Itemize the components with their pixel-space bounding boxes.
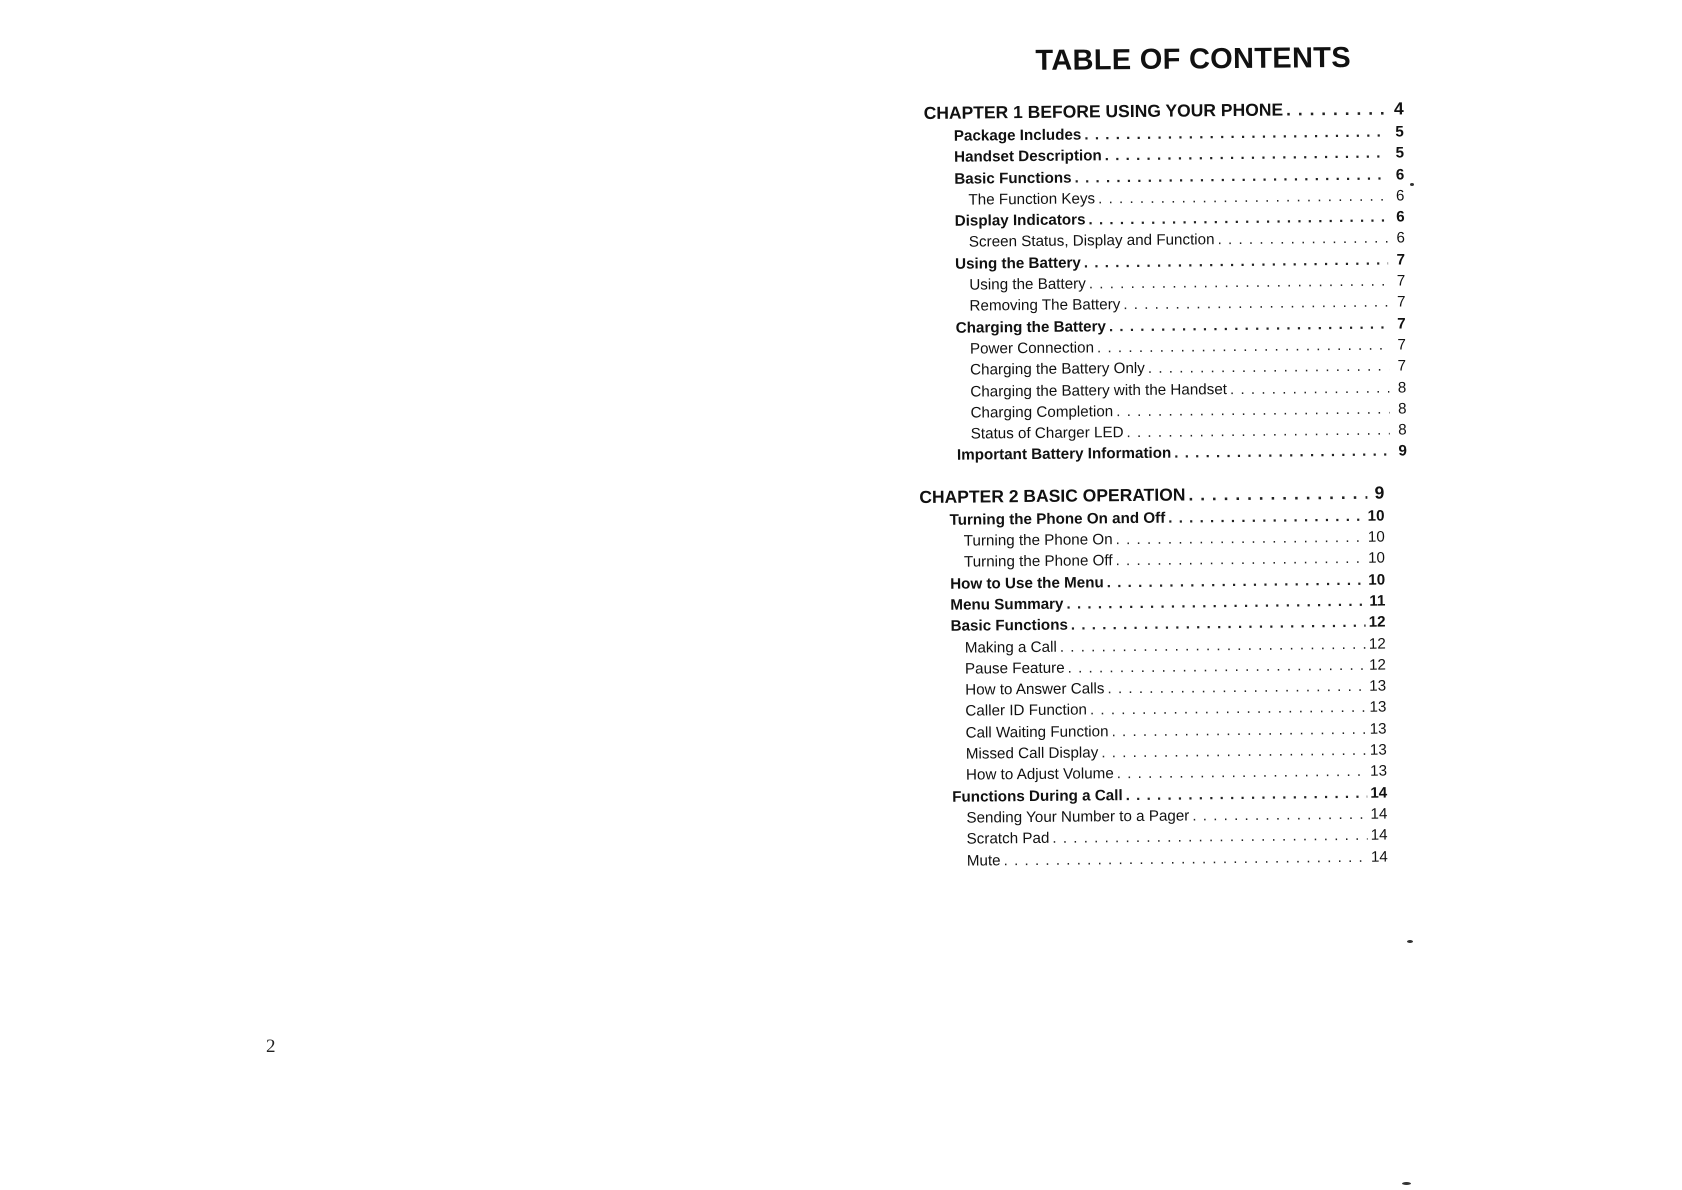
toc-entry-page: 8 — [1397, 400, 1407, 418]
toc-section-entry[interactable] — [927, 441, 1407, 467]
dot-leader — [1052, 825, 1368, 849]
toc-entry-label: Turning the Phone Off — [963, 552, 1113, 571]
toc-entry-page: 13 — [1369, 677, 1387, 695]
toc-entry-label: Charging the Battery Only — [970, 360, 1145, 379]
toc-entry-label: Basic Functions — [950, 616, 1068, 635]
dot-leader — [1148, 356, 1389, 380]
toc-entry-label: Display Indicators — [954, 211, 1086, 230]
toc-title: TABLE OF CONTENTS — [1035, 41, 1352, 77]
toc-entry-label: Important Battery Information — [956, 445, 1172, 465]
toc-entry-page: 13 — [1369, 762, 1388, 781]
toc-entry-page: 12 — [1368, 656, 1387, 674]
toc-entry-label: Charging Completion — [970, 403, 1114, 422]
toc-entry-page: 6 — [1396, 229, 1405, 247]
dot-leader — [1107, 569, 1366, 593]
dot-leader — [1116, 527, 1365, 551]
toc-entry-page: 4 — [1393, 98, 1404, 119]
toc-entry-page: 13 — [1369, 720, 1387, 738]
toc-entry-page: 14 — [1370, 826, 1388, 844]
dot-leader — [1084, 249, 1388, 273]
toc-entry-label: Package Includes — [953, 126, 1082, 145]
toc-entry-page: 14 — [1370, 848, 1388, 866]
toc-entry-label: The Function Keys — [968, 190, 1096, 209]
dot-leader — [1123, 292, 1388, 316]
scan-speck — [1410, 183, 1414, 186]
toc-entry-label: Handset Description — [953, 147, 1102, 167]
toc-entry-label: Using the Battery — [969, 275, 1086, 294]
toc-entry-label: Turning the Phone On and Off — [949, 509, 1166, 529]
chapter-1-section — [924, 96, 1407, 466]
dot-leader — [1286, 97, 1387, 123]
toc-entry-label: Missed Call Display — [965, 744, 1099, 763]
dot-leader — [1107, 676, 1366, 700]
toc-entry-label: Pause Feature — [964, 659, 1065, 678]
toc-entry-page: 7 — [1396, 251, 1406, 269]
toc-entry-page: 10 — [1367, 549, 1386, 568]
toc-entry-label: CHAPTER 2 BASIC OPERATION — [919, 484, 1186, 507]
toc-entry-label: Charging the Battery with the Handset — [970, 380, 1228, 401]
dot-leader — [1192, 804, 1367, 827]
dot-leader — [1126, 782, 1368, 806]
toc-entry-label: Power Connection — [969, 339, 1095, 358]
dot-leader — [1115, 548, 1365, 572]
dot-leader — [1084, 122, 1387, 146]
dot-leader — [1097, 335, 1389, 359]
dot-leader — [1074, 164, 1387, 188]
dot-leader — [1217, 228, 1388, 251]
toc-entry-page: 5 — [1395, 144, 1405, 162]
toc-entry-page: 8 — [1397, 378, 1407, 397]
dot-leader — [1117, 761, 1368, 785]
toc-entry-page: 11 — [1369, 592, 1386, 610]
toc-entry-label: Mute — [966, 851, 1001, 870]
dot-leader — [1060, 633, 1366, 657]
toc-entry-page: 12 — [1368, 635, 1386, 653]
dot-leader — [1174, 441, 1390, 464]
toc-entry-label: Menu Summary — [950, 595, 1064, 614]
scan-speck — [1402, 1182, 1411, 1185]
toc-entry-page: 14 — [1370, 784, 1388, 802]
toc-entry-page: 7 — [1397, 336, 1406, 354]
dot-leader — [1126, 420, 1389, 444]
toc-entry-label: Removing The Battery — [969, 296, 1121, 315]
scan-speck — [1407, 940, 1413, 943]
toc-entry-label: Functions During a Call — [952, 786, 1123, 806]
toc-entry-page: 10 — [1367, 528, 1385, 546]
dot-leader — [1188, 481, 1367, 508]
toc-entry-page: 6 — [1395, 165, 1405, 184]
toc-entry-page: 13 — [1369, 741, 1387, 759]
dot-leader — [1230, 377, 1390, 400]
toc-entry-label: Scratch Pad — [966, 830, 1050, 848]
dot-leader — [1116, 398, 1390, 422]
toc-entry-page: 7 — [1397, 315, 1406, 333]
dot-leader — [1111, 718, 1366, 742]
toc-entry-page: 14 — [1370, 805, 1388, 823]
toc-entry-label: Charging the Battery — [955, 317, 1107, 337]
toc-entry-label: Using the Battery — [955, 254, 1081, 273]
dot-leader — [1098, 185, 1388, 209]
toc-entry-page: 6 — [1395, 187, 1405, 205]
dot-leader — [1071, 612, 1366, 636]
toc-entry-page: 10 — [1367, 507, 1385, 525]
toc-entry-page: 5 — [1395, 123, 1404, 141]
toc-entry-label: Call Waiting Function — [965, 722, 1109, 742]
toc-entry-page: 9 — [1374, 482, 1385, 503]
toc-entry-label: Caller ID Function — [965, 701, 1088, 721]
toc-entry-label: Sending Your Number to a Pager — [966, 807, 1190, 827]
toc-entry-label: How to Use the Menu — [950, 573, 1104, 593]
toc-entry-label: Screen Status, Display and Function — [968, 231, 1215, 252]
toc-entry-label: Basic Functions — [954, 169, 1072, 188]
toc-entry-label: How to Answer Calls — [965, 680, 1105, 699]
dot-leader — [1109, 313, 1389, 337]
toc-entry-page: 7 — [1396, 272, 1406, 290]
dot-leader — [1168, 506, 1365, 529]
toc-entry-label: CHAPTER 1 BEFORE USING YOUR PHONE — [923, 99, 1284, 123]
toc-entry-page: 9 — [1398, 442, 1407, 460]
dot-leader — [1068, 655, 1367, 679]
toc-entry-page: 7 — [1397, 357, 1407, 375]
toc-entry-page: 10 — [1368, 571, 1386, 589]
dot-leader — [1105, 143, 1388, 167]
dot-leader — [1090, 697, 1367, 721]
toc-entry-label: Status of Charger LED — [970, 424, 1124, 443]
table-of-contents — [919, 41, 1411, 889]
dot-leader — [1003, 846, 1368, 871]
dot-leader — [1066, 591, 1366, 615]
chapter-2-section — [919, 480, 1388, 871]
toc-subsection-entry[interactable] — [923, 846, 1388, 872]
toc-entry-label: Turning the Phone On — [963, 531, 1113, 550]
page-number: 2 — [266, 1036, 276, 1057]
toc-entry-page: 13 — [1369, 699, 1387, 717]
dot-leader — [1089, 271, 1389, 295]
toc-entry-page: 6 — [1396, 208, 1405, 226]
toc-entry-page: 8 — [1398, 421, 1407, 439]
toc-entry-page: 12 — [1368, 613, 1386, 631]
toc-entry-label: Making a Call — [964, 638, 1057, 657]
toc-entry-label: How to Adjust Volume — [965, 765, 1114, 784]
toc-entry-page: 7 — [1396, 293, 1406, 311]
dot-leader — [1101, 740, 1367, 764]
dot-leader — [1088, 207, 1387, 231]
